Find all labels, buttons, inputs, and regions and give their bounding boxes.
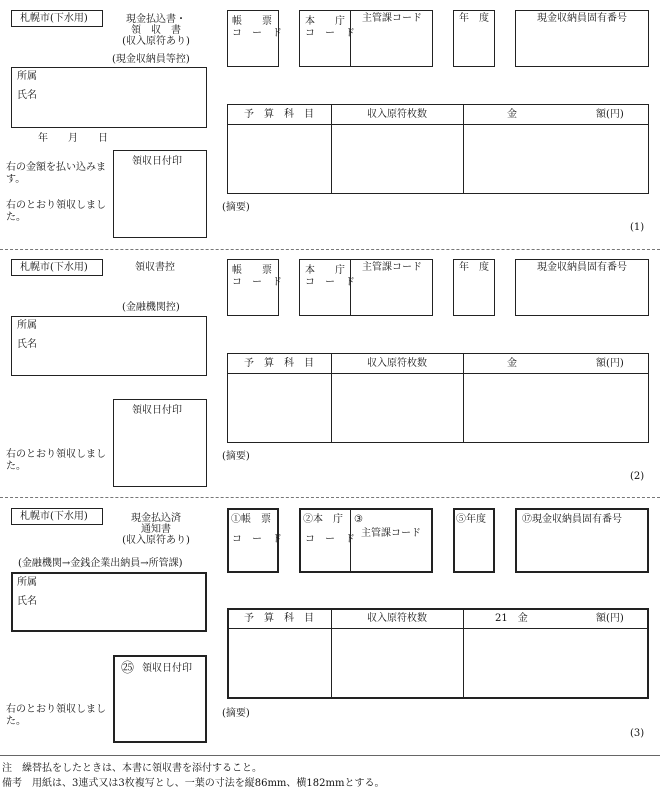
form-title-line-2: 通知書 [141,524,171,535]
receipt-stamp-label: 領収日付印 [132,156,182,167]
ledger-code-line-2: コ ー ド [232,534,282,545]
copy-label: (金融機関→金銭企業出納員→所管課) [18,558,183,569]
col-amount-left: 金 [507,109,517,120]
section-number: (2) [630,471,645,482]
affiliation-label: 所属 [17,320,37,331]
col-budget: 予 算 科 目 [244,358,314,369]
office-code-line-2: コ ー ド [305,277,355,288]
received-text: 右のとおり領収しました。 [6,200,106,223]
col-amount-right: 額(円) [596,109,624,120]
fiscal-year-label: 年 度 [459,13,489,24]
copy-label: (現金収納員等控) [112,54,190,65]
section-number: (1) [630,222,645,233]
section-1 [0,0,660,250]
dept-code-label: 主管課コード [362,262,422,273]
city-label: 札幌市(下水用) [20,13,88,24]
summary-label: (摘要) [222,708,250,719]
affiliation-box [11,572,207,632]
name-label: 氏名 [17,90,37,101]
date-label: 年 月 日 [38,133,108,144]
bottom-rule [0,755,660,756]
form-title-line-2: 領 収 書 [131,25,181,36]
section-number: (3) [630,728,645,739]
col-amount-left: 21 金 [495,613,528,624]
col-count: 収入原符枚数 [367,109,427,120]
fiscal-year-label: 年 度 [459,262,489,273]
ledger-code-line-1: ①帳 票 [231,514,271,525]
col-count: 収入原符枚数 [367,613,427,624]
city-label: 札幌市(下水用) [20,262,88,273]
copy-label: (金融機関控) [122,302,180,313]
collector-id-label: 現金収納員固有番号 [537,13,627,24]
affiliation-label: 所属 [17,71,37,82]
affiliation-box [11,67,207,128]
col-count: 収入原符枚数 [367,358,427,369]
dept-code-label: 主管課コード [361,528,421,539]
collector-id-label: ⑰現金収納員固有番号 [522,514,622,525]
form-title-line-3: (収入原符あり) [122,535,190,546]
dept-code-label: 主管課コード [362,13,422,24]
city-label: 札幌市(下水用) [20,511,88,522]
summary-label: (摘要) [222,202,250,213]
form-title-line-1: 現金払込済 [131,513,181,524]
stamp-mark: ㉕ [121,661,135,676]
dept-code-number: ③ [354,514,363,525]
affiliation-box [11,316,207,376]
note-2: 備考 用紙は、3連式又は3枚複写とし、一葉の寸法を縦86mm、横182mmとする。 [2,778,385,789]
pay-text: 右の金額を払い込みます。 [6,162,106,185]
office-code-line-1: 本 庁 [305,265,345,276]
note-1: 注 繰替払をしたときは、本書に領収書を添付すること。 [2,763,262,774]
form-title-line-1: 領収書控 [135,262,175,273]
office-code-line-1: 本 庁 [305,16,345,27]
summary-label: (摘要) [222,451,250,462]
office-code-line-2: コ ー ド [305,28,355,39]
ledger-code-line-1: 帳 票 [232,16,272,27]
form-title-line-3: (収入原符あり) [122,36,190,47]
section-2 [0,250,660,497]
receipt-stamp-label: 領収日付印 [142,663,192,674]
col-amount-left: 金 [507,358,517,369]
receipt-stamp-label: 領収日付印 [132,405,182,416]
col-budget: 予 算 科 目 [244,109,314,120]
section-3 [0,497,660,755]
ledger-code-line-2: コ ー ド [232,277,282,288]
name-label: 氏名 [17,339,37,350]
form-title-line-1: 現金払込書・ [126,14,186,25]
office-code-line-1: ②本 庁 [303,514,343,525]
ledger-code-line-2: コ ー ド [232,28,282,39]
name-label: 氏名 [17,596,37,607]
col-budget: 予 算 科 目 [244,613,314,624]
affiliation-label: 所属 [17,577,37,588]
col-amount-right: 額(円) [596,613,624,624]
received-text: 右のとおり領収しました。 [6,704,106,727]
fiscal-year-label: ⑤年度 [456,514,486,525]
ledger-code-line-1: 帳 票 [232,265,272,276]
col-amount-right: 額(円) [596,358,624,369]
office-code-line-2: コ ー ド [305,534,355,545]
collector-id-label: 現金収納員固有番号 [537,262,627,273]
received-text: 右のとおり領収しました。 [6,449,106,472]
